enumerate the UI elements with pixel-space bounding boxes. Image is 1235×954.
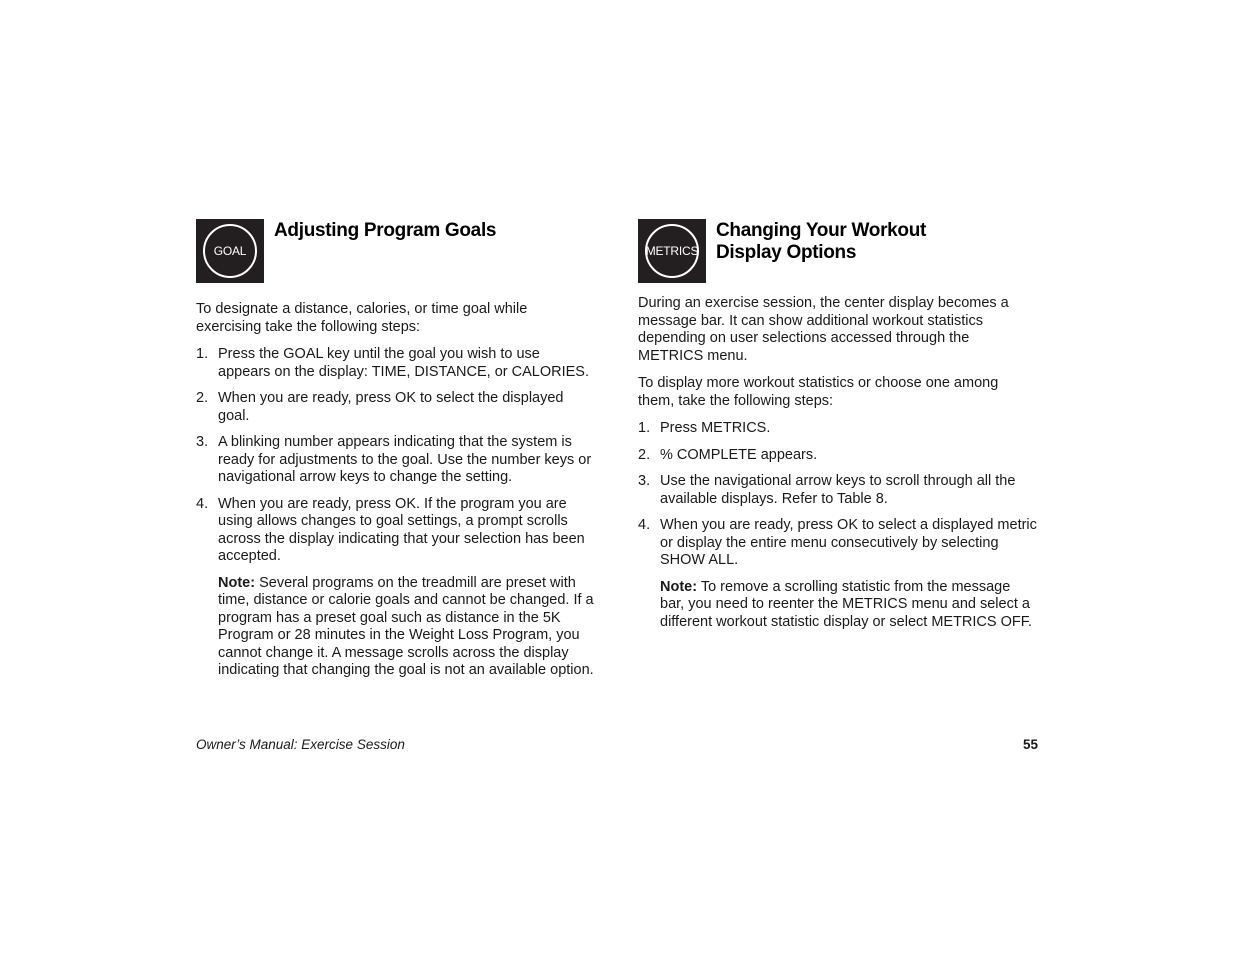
section-title: Adjusting Program Goals	[274, 220, 497, 241]
section-title: Changing Your Workout Display Options	[716, 220, 927, 263]
intro-paragraph: To designate a distance, calories, or time goal while exercising take the following steps:	[196, 301, 528, 335]
intro-paragraph: During an exercise session, the center display becomes a message bar. It can show additional workout statistics depending on user selections accessed through the METRICS menu.	[638, 295, 1009, 364]
steps-list	[196, 346, 596, 566]
note-label: Note:	[660, 578, 698, 595]
page-number: 55	[1022, 737, 1038, 752]
note-text: Several programs on the treadmill are preset with time, distance or calorie goals and cannot be changed. If a program has a preset goal such as distance in the 5K Program or 28 minutes in the Weight Loss Program, you cannot change it. A message scrolls across the display indicating that changing the goal is not an available option.	[218, 574, 594, 678]
steps-list	[638, 420, 1038, 570]
note-paragraph	[196, 575, 596, 680]
section-header	[638, 219, 1038, 283]
section-workout-display-options	[638, 219, 1038, 641]
section-adjusting-program-goals	[196, 219, 596, 690]
metrics-key-label: METRICS	[645, 224, 699, 278]
list-item: 4. When you are ready, press OK. If the program you are using allows changes to goal settings, a prompt scrolls across the display indicating that your selection has been accepted.	[196, 495, 585, 564]
goal-key-label: GOAL	[203, 224, 257, 278]
steps-intro-paragraph: To display more workout statistics or choose one among them, take the following steps:	[638, 375, 999, 409]
note-paragraph	[638, 579, 1038, 632]
goal-key-icon	[196, 219, 264, 283]
list-item: 1. Press the GOAL key until the goal you wish to use appears on the display: TIME, DISTANCE, or CALORIES.	[196, 346, 589, 380]
list-item: 3. A blinking number appears indicating that the system is ready for adjustments to the goal. Use the number keys or navigational arrow keys to change the setting.	[196, 434, 592, 485]
list-item: 2. % COMPLETE appears.	[638, 446, 818, 463]
section-header	[196, 219, 596, 283]
footer-title: Owner’s Manual: Exercise Session	[196, 737, 405, 752]
list-item: 3. Use the navigational arrow keys to scroll through all the available displays. Refer to Table 8.	[638, 473, 1016, 507]
metrics-key-icon	[638, 219, 706, 283]
list-item: 4. When you are ready, press OK to select a displayed metric or display the entire menu consecutively by selecting SHOW ALL.	[638, 517, 1037, 568]
list-item: 1. Press METRICS.	[638, 420, 771, 436]
note-text: To remove a scrolling statistic from the message bar, you need to reenter the METRICS menu and select a different workout statistic display or select METRICS OFF.	[660, 578, 1033, 630]
list-item: 2. When you are ready, press OK to select the displayed goal.	[196, 390, 564, 424]
note-label: Note:	[218, 574, 256, 591]
